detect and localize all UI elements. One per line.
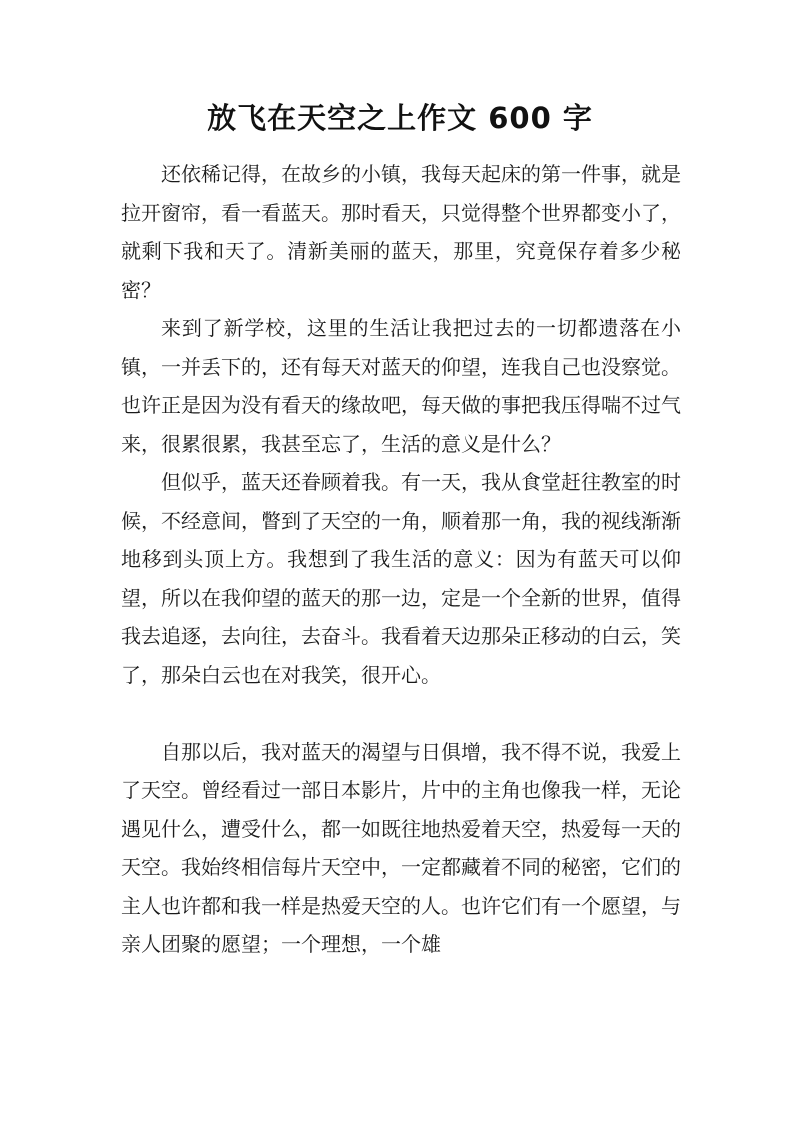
paragraph-1: 还依稀记得，在故乡的小镇，我每天起床的第一件事，就是拉开窗帘，看一看蓝天。那时看天，只觉得整个世界都变小了，就剩下我和天了。清新美丽的蓝天，那里，究竟保存着多少秘密？ bbox=[121, 162, 681, 302]
document-body bbox=[121, 155, 681, 964]
paragraph-3: 但似乎，蓝天还眷顾着我。有一天，我从食堂赶往教室的时候，不经意间，瞥到了天空的一角，顺着那一角，我的视线渐渐地移到头顶上方。我想到了我生活的意义：因为有蓝天可以仰望，所以在我仰望的蓝天的那一边，定是一个全新的世界，值得我去追逐，去向往，去奋斗。我看着天边那朵正移动的白云，笑了，那朵白云也在对我笑，很开心。 bbox=[121, 470, 681, 687]
document-title: 放飞在天空之上作文 600 字 bbox=[207, 101, 593, 135]
paragraph-2: 来到了新学校，这里的生活让我把过去的一切都遗落在小镇，一并丢下的，还有每天对蓝天的仰望，连我自己也没察觉。也许正是因为没有看天的缘故吧，每天做的事把我压得喘不过气来，很累很累，我甚至忘了，生活的意义是什么？ bbox=[121, 316, 681, 456]
paragraph-4: 自那以后，我对蓝天的渴望与日俱增，我不得不说，我爱上了天空。曾经看过一部日本影片，片中的主角也像我一样，无论遇见什么，遭受什么，都一如既往地热爱着天空，热爱每一天的天空。我始终相信每片天空中，一定都藏着不同的秘密，它们的主人也许都和我一样是热爱天空的人。也许它们有一个愿望，与亲人团聚的愿望；一个理想，一个雄 bbox=[121, 739, 681, 956]
